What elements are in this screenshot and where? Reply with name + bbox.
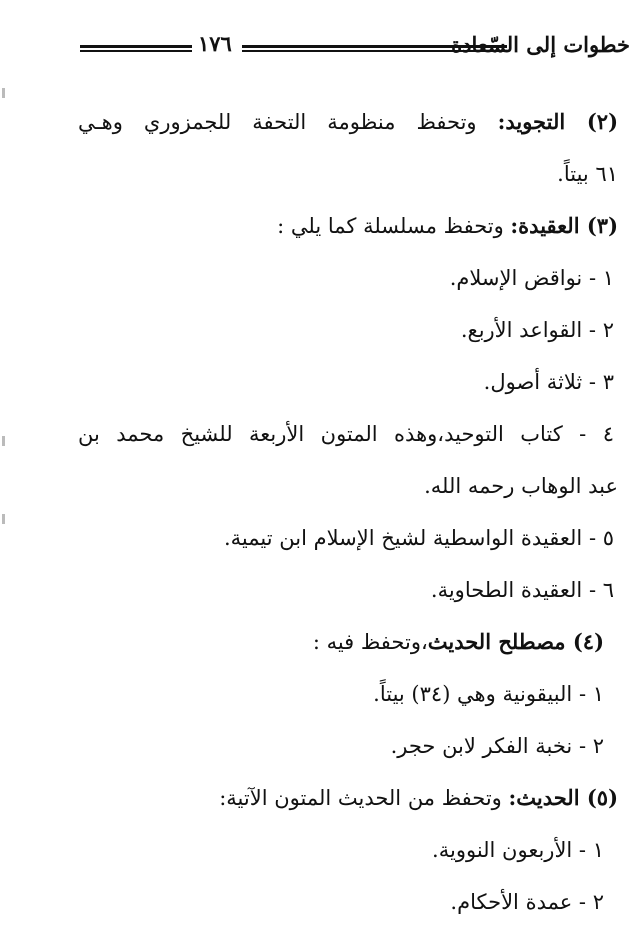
- list-item: ٢ - عمدة الأحكام.: [450, 890, 604, 914]
- header-rule: [242, 45, 507, 52]
- list-item-continuation: عبد الوهاب رحمه الله.: [424, 474, 618, 498]
- book-title: خطوات إلى السّعادة: [451, 32, 630, 57]
- section-text: ،وتحفظ فيه :: [312, 630, 428, 654]
- section-heading: (٢) التجويد:: [497, 109, 618, 134]
- section-text: وتحفظ من الحديث المتون الآتية:: [219, 786, 509, 810]
- list-item: ٦ - العقيدة الطحاوية.: [430, 578, 614, 602]
- page-body: [78, 108, 618, 940]
- section-heading: (٥) الحديث:: [508, 785, 618, 810]
- section-line: [78, 628, 618, 680]
- running-header: [80, 26, 630, 66]
- list-item: ٤ - كتاب التوحيد،وهذه المتون الأربعة للشيخ محمد بن: [78, 422, 614, 446]
- list-item: ١ - البيقونية وهي (٣٤) بيتاً.: [373, 682, 604, 706]
- scan-mark: [2, 514, 5, 524]
- section-continuation: ٦١ بيتاً.: [557, 162, 618, 186]
- section-line: [78, 212, 618, 264]
- page-number: ١٧٦: [198, 31, 232, 56]
- section-text: وتحفظ مسلسلة كما يلي :: [277, 214, 511, 238]
- header-rule: [80, 45, 192, 52]
- list-item: ١ - نواقض الإسلام.: [449, 266, 614, 290]
- section-line: [78, 108, 618, 160]
- scan-mark: [2, 436, 5, 446]
- list-item: ٢ - نخبة الفكر لابن حجر.: [390, 734, 604, 758]
- list-item: ٣ - ثلاثة أصول.: [483, 370, 614, 394]
- list-item: ٥ - العقيدة الواسطية لشيخ الإسلام ابن تيمية.: [223, 526, 614, 550]
- section-heading: (٤) مصطلح الحديث: [427, 629, 604, 654]
- list-item: ٢ - القواعد الأربع.: [460, 318, 614, 342]
- section-line: [78, 784, 618, 836]
- list-item: ١ - الأربعون النووية.: [432, 838, 604, 862]
- section-text: وتحفظ منظومة التحفة للجمزوري وهـي: [78, 110, 498, 134]
- section-heading: (٣) العقيدة:: [510, 213, 618, 238]
- scan-mark: [2, 88, 5, 98]
